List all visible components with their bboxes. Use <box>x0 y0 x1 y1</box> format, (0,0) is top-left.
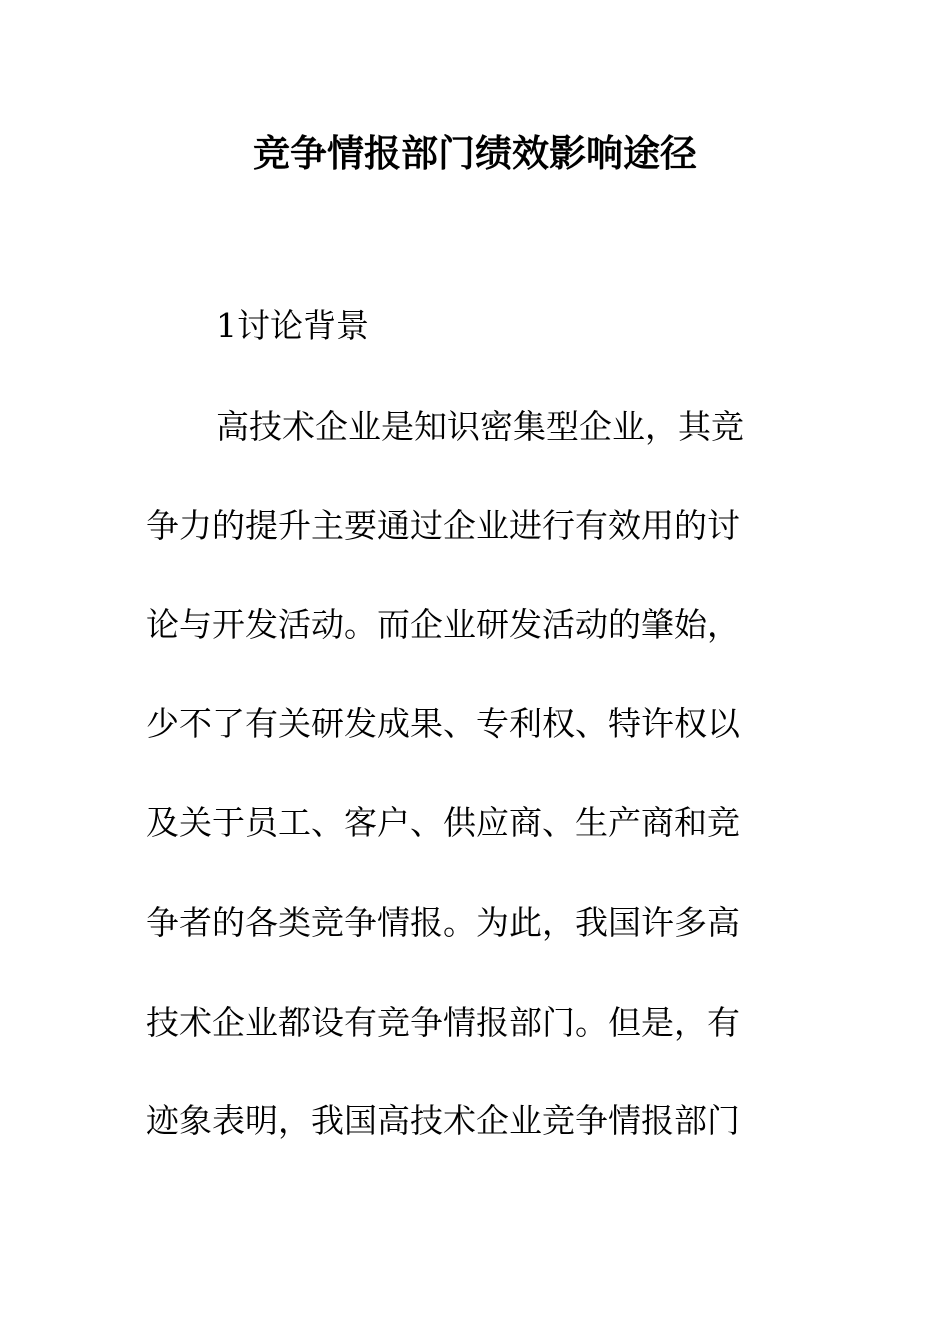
document-title: 竞争情报部门绩效影响途径 <box>253 131 697 175</box>
paragraph-line: 技术企业都设有竞争情报部门。但是，有 <box>146 1003 740 1042</box>
paragraph-line: 争力的提升主要通过企业进行有效用的讨 <box>146 506 740 545</box>
paragraph-line: 迹象表明，我国高技术企业竞争情报部门 <box>146 1101 740 1140</box>
paragraph-line: 论与开发活动。而企业研发活动的肇始， <box>146 605 740 644</box>
paragraph-line: 高技术企业是知识密集型企业，其竞 <box>216 407 744 446</box>
paragraph-line: 少不了有关研发成果、专利权、特许权以 <box>146 704 740 743</box>
paragraph-line: 争者的各类竞争情报。为此，我国许多高 <box>146 903 740 942</box>
paragraph-line: 及关于员工、客户、供应商、生产商和竞 <box>146 803 740 842</box>
section-heading: 1讨论背景 <box>216 306 369 345</box>
